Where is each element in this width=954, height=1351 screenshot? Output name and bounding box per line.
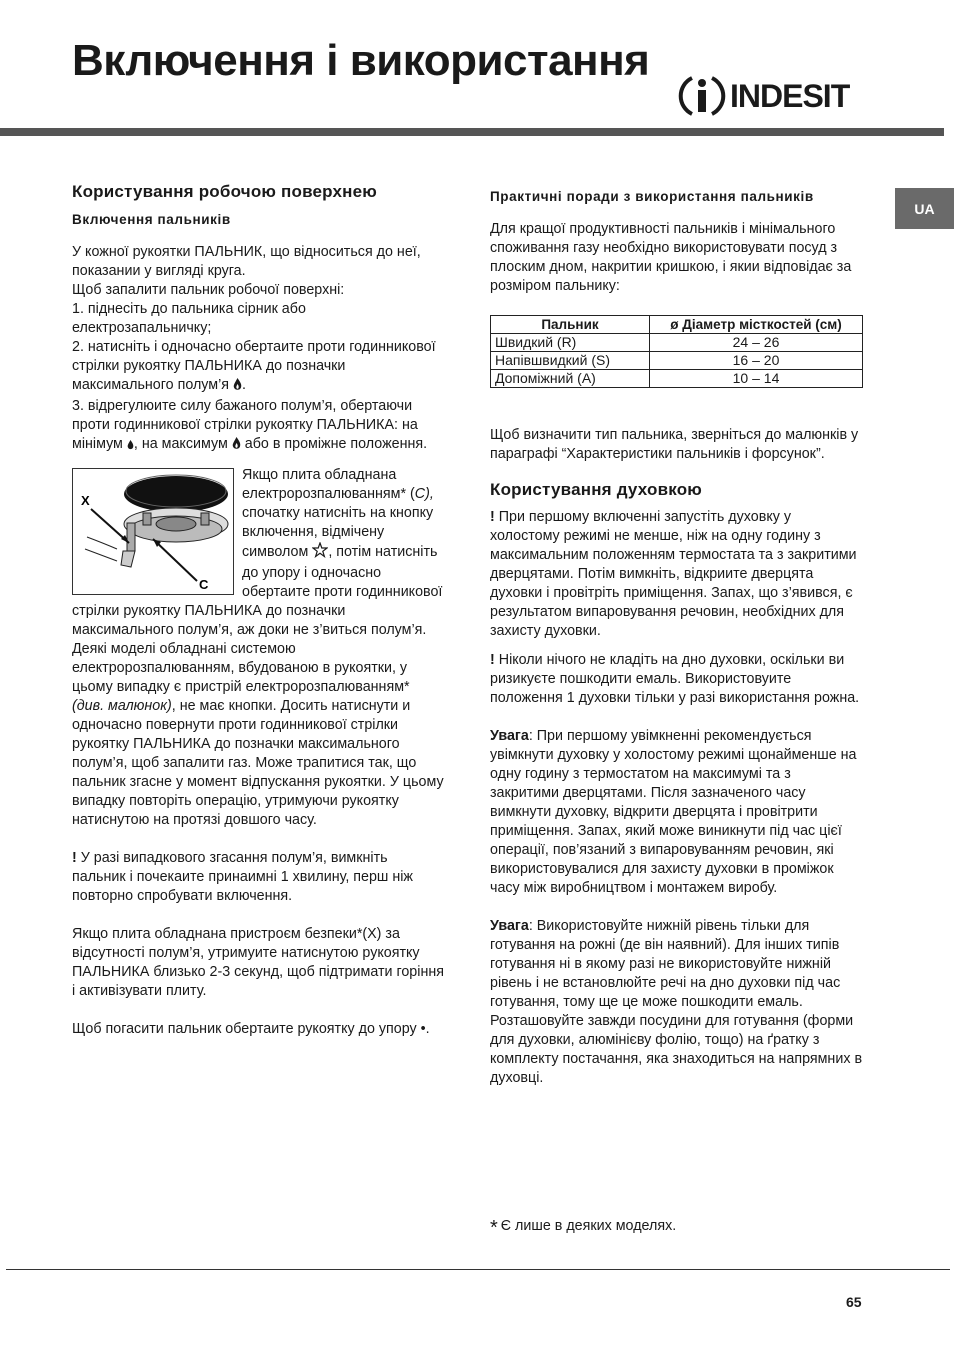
footer-rule (6, 1269, 950, 1270)
table-row (491, 352, 863, 370)
paragraph-safety-device: Якщо плита обладнана пристроєм безпеки*(X) за відсутності полум’я, утримуите натиснутою рукоятку ПАЛЬНИКА близько 2-3 секунд, щоб підтримати горіння і активізувати плиту. (72, 926, 444, 999)
footnote-star: * (490, 1217, 498, 1239)
caution-first-use: Увага: При першому увімкненні рекомендується увімкнути духовку у холостому режимі щонайменше на одну годину з термостатом на максимумі та з закритими дверцятами. Після зазначеного часу вимкнути духовку, відкрити дверцята і провітрити приміщення. Запах, який може виникнути під час цієї операції, пов’язаний з випаровуванням речовин, які використовувалися для захисту духовки в проміжок часу між виробництвом і монтажем виробу. (490, 728, 857, 896)
page-title: Включення і використання (72, 36, 650, 85)
brand-name: INDESIT (730, 77, 850, 114)
warning-first-use: ! При першому включенні запустіть духовку у холостому режимі не менше, ніж на одну годину з максимальним положенням термостата та з закритими дверцятами. Потім вимкніть, відкриите дверцята духовки і провітріть приміщення. Запах, що з’явився, є результатом випаровування речовин, необхідних для захисту духовки. (490, 509, 857, 639)
right-column (490, 187, 863, 1088)
paragraph-steps-intro: Щоб запалити пальник робочої поверхні: (72, 282, 345, 298)
language-badge: UA (895, 188, 954, 229)
warning-icon: ! (72, 850, 77, 866)
table-cell: Напівшвидкий (S) (491, 352, 650, 370)
warning-icon: ! (490, 509, 495, 525)
page-number: 65 (846, 1294, 862, 1310)
ignition-figure-block (72, 466, 444, 640)
table-cell: 24 – 26 (650, 334, 863, 352)
tips-paragraph: Для кращої продуктивності пальників і мінімального споживання газу необхідно використовувати посуд з плоским дном, накритии кришкою, і якии відповідає за розміром пальнику: (490, 221, 852, 294)
step-2: 2. натисніть і одночасно обертаите проти годинникової стрілки рукоятку ПАЛЬНИКА до позначки максимального полум’я . (72, 338, 444, 397)
spark-icon (312, 542, 328, 564)
warning-icon: ! (490, 652, 495, 668)
table-cell: 10 – 14 (650, 370, 863, 388)
paragraph-electric-ignition: Якщо плита обладнана електророзпалюванням* (C), спочатку натисніть на кнопку включення, відмічену символом , потім натисніть до упору і одночасно обертаите проти годинникової стрілки рукоятку ПАЛЬНИКА до позначки максимального полум’я, аж доки не з’виться полум’я. (72, 467, 443, 638)
table-header: ø Діаметр місткостей (см) (650, 316, 863, 334)
table-cell: Швидкий (R) (491, 334, 650, 352)
step-3: 3. відрегулюите силу бажаного полум’я, обертаючи проти годинникової стрілки рукоятку ПАЛЬНИКА: на мінімум , на максимум або в проміжне положення. (72, 397, 444, 456)
brand-logo (678, 74, 849, 118)
indesit-logo-icon (678, 74, 726, 118)
table-row (491, 370, 863, 388)
warning-oven-bottom: ! Ніколи нічого не кладіть на дно духовки, оскільки ви ризикуєте пошкодити емаль. Використовуите положення 1 духовки тільки у разі використання рожна. (490, 652, 860, 706)
flame-max-icon (233, 378, 242, 397)
warning-flame-out: ! У разі випадкового згасання полум’я, вимкніть пальник і почекаите принаимні 1 хвилину, перш ніж повторно спробувати включення. (72, 850, 413, 904)
table-cell: Допоміжний (A) (491, 370, 650, 388)
burner-note: Щоб визначити тип пальника, зверніться до малюнків у параграфі “Характеристики пальників і форсунок”. (490, 427, 859, 462)
paragraph-intro: У кожної рукоятки ПАЛЬНИК, що відноситься до неї, показании у вигляді круга. (72, 244, 421, 279)
flame-min-icon (127, 437, 134, 456)
footnote-text: Є лише в деяких моделях. (500, 1218, 677, 1234)
paragraph-turn-off: Щоб погасити пальник обертаите рукоятку до упору •. (72, 1021, 430, 1037)
flame-max-icon (232, 437, 241, 456)
burner-illustration (72, 468, 234, 595)
figure-label-c: C (199, 577, 209, 592)
burner-diameter-table (490, 315, 863, 388)
footnote (490, 1217, 676, 1240)
tips-title: Практичні поради з використання пальників (490, 189, 814, 204)
step-1: 1. піднесіть до пальника сірник або електрозапальничку; (72, 301, 306, 336)
left-column (72, 182, 444, 1039)
section-title-hob: Користування робочою поверхнею (72, 182, 378, 201)
header-rule (0, 128, 944, 136)
figure-label-x: X (81, 493, 90, 508)
table-header: Пальник (491, 316, 650, 334)
caution-bottom-level: Увага: Використовуйте нижній рівень тільки для готування на рожні (де він наявний). Для інших типів готування ні в якому разі не використовуйте нижній рівень і не встановлюйте речі на дно духовки під час готування, тому ще це може пошкодити емаль. Розташовуйте завжди посудини для готування (форми для духовки, алюмінієву фолію, тощо) на ґратку з комплекту постачання, яка знаходиться на напрямних в духовці. (490, 918, 863, 1086)
table-cell: 16 – 20 (650, 352, 863, 370)
subsection-title-ignition: Включення пальників (72, 212, 231, 227)
table-header-row (491, 316, 863, 334)
table-row (491, 334, 863, 352)
paragraph-integrated-ignition: Деякі моделі обладнані системою електророзпалюванням, вбудованою в рукоятки, у цьому випадку є пристрій електророзпалюванням* (див. малюнок), не має кнопки. Досить натиснути и одночасно повернути проти годинникової стрілки рукоятку ПАЛЬНИКА до позначки максимального полум’я, щоб запалити газ. Може трапитися так, що пальник згасне у момент відпускання рукоятки. У цьому випадку повторіть операцію, утримуючи рукоятку натиснутою на протязі довшого часу. (72, 641, 444, 828)
section-title-oven: Користування духовкою (490, 480, 703, 499)
